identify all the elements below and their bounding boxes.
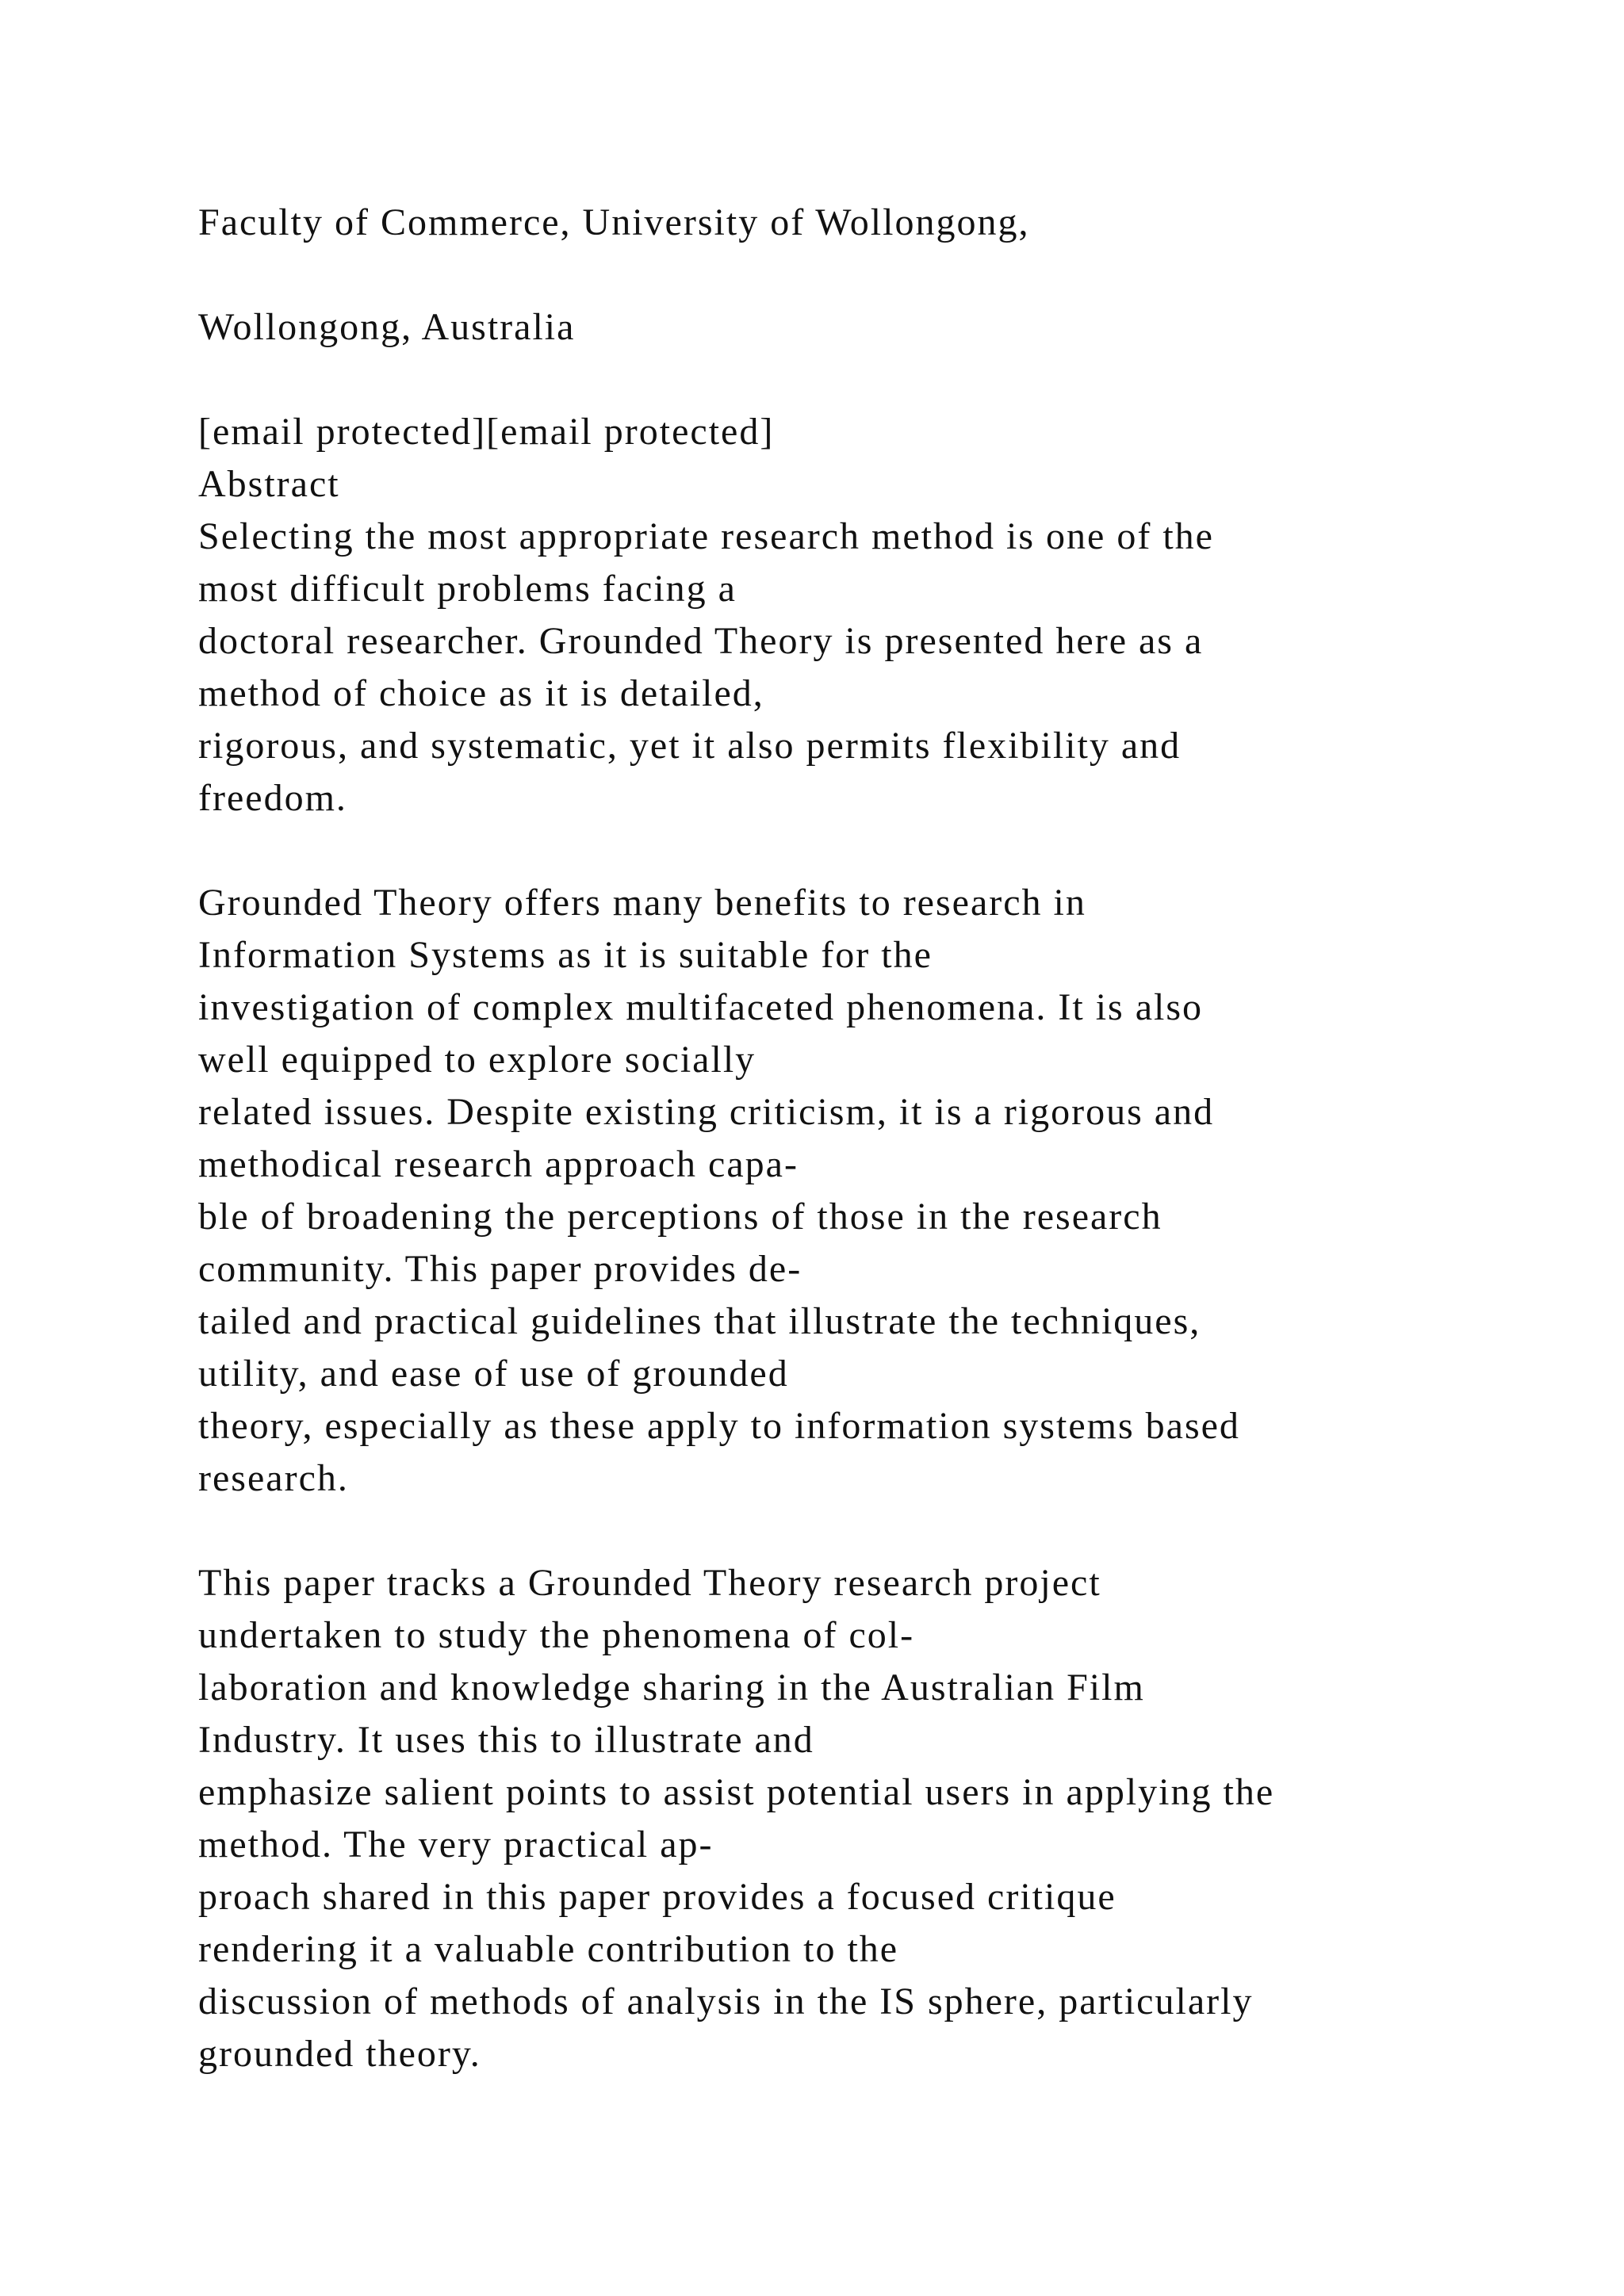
text-line: Industry. It uses this to illustrate and bbox=[198, 1719, 814, 1761]
text-line: ble of broadening the perceptions of those in the research bbox=[198, 1196, 1162, 1238]
author-emails: [email protected][email protected] bbox=[198, 411, 775, 453]
text-line: research. bbox=[198, 1457, 349, 1499]
affiliation-line-2: Wollongong, Australia bbox=[198, 306, 576, 348]
text-line: related issues. Despite existing criticism, it is a rigorous and bbox=[198, 1091, 1215, 1133]
text-line: tailed and practical guidelines that illustrate the techniques, bbox=[198, 1300, 1201, 1342]
document-page bbox=[198, 197, 1562, 2080]
text-line: discussion of methods of analysis in the IS sphere, particularly bbox=[198, 1980, 1254, 2022]
text-line: utility, and ease of use of grounded bbox=[198, 1353, 789, 1395]
text-line: doctoral researcher. Grounded Theory is presented here as a bbox=[198, 620, 1204, 662]
text-line: rigorous, and systematic, yet it also permits flexibility and bbox=[198, 725, 1182, 767]
text-line: method of choice as it is detailed, bbox=[198, 672, 764, 714]
abstract-heading: Abstract bbox=[198, 463, 340, 505]
text-line: investigation of complex multifaceted phenomena. It is also bbox=[198, 986, 1204, 1028]
text-line: emphasize salient points to assist potential users in applying the bbox=[198, 1771, 1275, 1813]
abstract-paragraph-2 bbox=[198, 877, 1562, 1505]
text-line: Grounded Theory offers many benefits to research in bbox=[198, 882, 1086, 924]
text-line: freedom. bbox=[198, 777, 347, 819]
text-line: theory, especially as these apply to information systems based bbox=[198, 1405, 1240, 1447]
abstract-paragraph-1 bbox=[198, 511, 1562, 825]
text-line: Information Systems as it is suitable for the bbox=[198, 934, 933, 976]
spacer bbox=[198, 825, 1562, 877]
text-line: laboration and knowledge sharing in the Australian Film bbox=[198, 1667, 1145, 1709]
text-line: This paper tracks a Grounded Theory research project bbox=[198, 1562, 1101, 1604]
text-line: grounded theory. bbox=[198, 2033, 481, 2075]
text-line: method. The very practical ap- bbox=[198, 1823, 714, 1866]
text-line: proach shared in this paper provides a focused critique bbox=[198, 1876, 1116, 1918]
text-line: community. This paper provides de- bbox=[198, 1248, 802, 1290]
affiliation-line-1: Faculty of Commerce, University of Wollongong, bbox=[198, 201, 1030, 243]
text-line: Selecting the most appropriate research method is one of the bbox=[198, 515, 1214, 557]
text-line: most difficult problems facing a bbox=[198, 568, 737, 610]
abstract-paragraph-3 bbox=[198, 1557, 1562, 2080]
text-line: rendering it a valuable contribution to the bbox=[198, 1928, 899, 1970]
text-line: methodical research approach capa- bbox=[198, 1143, 799, 1185]
spacer bbox=[198, 249, 1562, 301]
text-line: undertaken to study the phenomena of col- bbox=[198, 1614, 915, 1656]
spacer bbox=[198, 1505, 1562, 1557]
spacer bbox=[198, 354, 1562, 406]
text-line: well equipped to explore socially bbox=[198, 1039, 756, 1081]
